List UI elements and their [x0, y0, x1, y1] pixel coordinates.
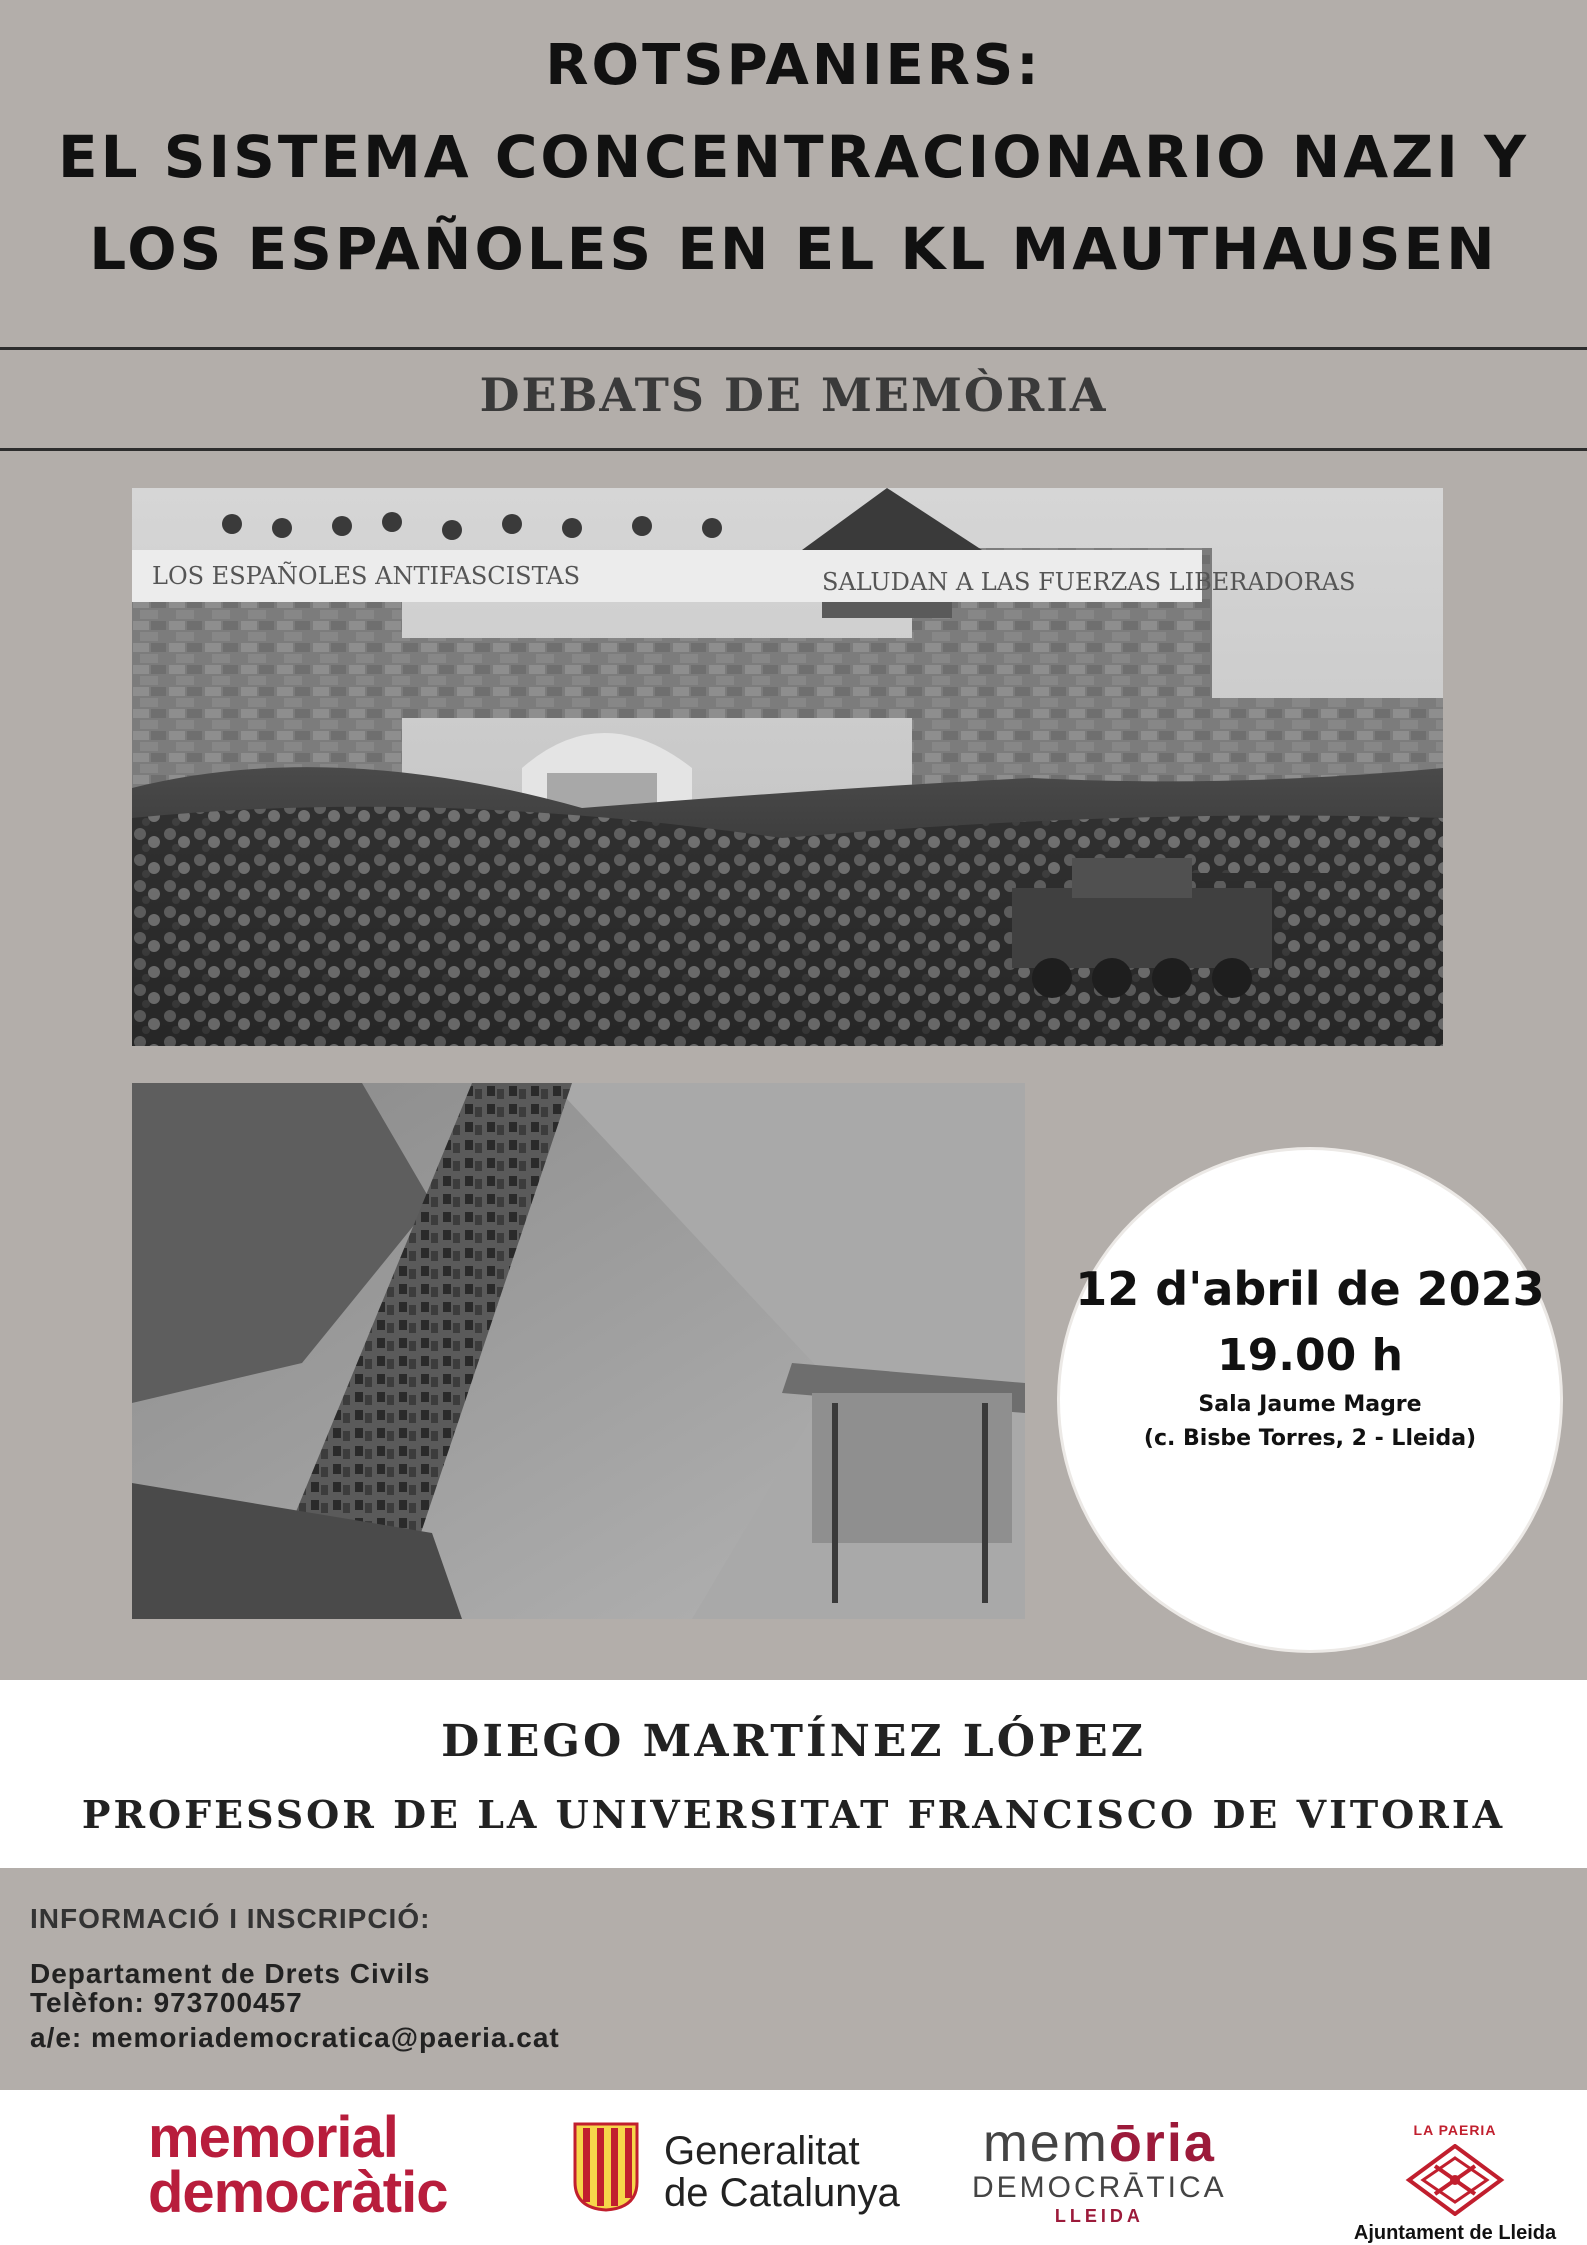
title-divider-bottom	[0, 448, 1587, 451]
title-line-1: ROTSPANIERS:	[545, 33, 1042, 98]
info-email[interactable]: a/e: memoriademocratica@paeria.cat	[30, 2022, 560, 2053]
memoria-democratica-lleida-logo	[972, 2113, 1227, 2227]
speaker-band	[0, 1680, 1587, 1868]
info-phone: Telèfon: 973700457	[30, 1987, 303, 2018]
generalitat-line1: Generalitat	[664, 2129, 860, 2173]
title-divider-top	[0, 347, 1587, 350]
md-logo-part1: mem	[982, 2113, 1109, 2173]
liberation-photo	[132, 488, 1443, 1046]
banner-right-text: SALUDAN A LAS FUERZAS LIBERADORAS	[822, 568, 1356, 596]
event-date: 12 d'abril de 2023	[1075, 1262, 1545, 1316]
memorial-democratic-logo	[148, 2105, 448, 2226]
speaker-name: DIEGO MARTÍNEZ LÓPEZ	[441, 1716, 1146, 1767]
title-line-2: EL SISTEMA CONCENTRACIONARIO NAZI Y	[57, 123, 1529, 191]
event-time: 19.00 h	[1217, 1330, 1403, 1381]
memorial-logo-line1: memorial	[148, 2105, 398, 2170]
event-title	[0, 28, 1587, 283]
md-logo-line3: LLEIDA	[1054, 2206, 1144, 2226]
title-line-3: LOS ESPAÑOLES EN EL KL MAUTHAUSEN	[89, 215, 1498, 283]
info-department: Departament de Drets Civils	[30, 1958, 431, 1989]
generalitat-line2: de Catalunya	[664, 2171, 900, 2215]
speaker-role: PROFESSOR DE LA UNIVERSITAT FRANCISCO DE VITORIA	[81, 1792, 1506, 1837]
event-venue: Sala Jaume Magre	[1198, 1392, 1422, 1417]
event-series-subtitle: DEBATS DE MEMÒRIA	[479, 368, 1108, 422]
paeria-shield-icon	[1405, 2144, 1505, 2216]
generalitat-logo-text	[664, 2130, 900, 2214]
banner-left-text: LOS ESPAÑOLES ANTIFASCISTAS	[152, 562, 581, 590]
md-logo-part2: ōria	[1108, 2113, 1216, 2173]
md-logo-line2: DEMOCRĀTICA	[972, 2171, 1227, 2204]
memorial-logo-line2: democràtic	[148, 2160, 448, 2226]
event-address: (c. Bisbe Torres, 2 - Lleida)	[1143, 1426, 1477, 1451]
quarry-stairs-photo	[132, 1083, 1025, 1619]
generalitat-shield-icon	[573, 2122, 639, 2212]
ajuntament-lleida-label: Ajuntament de Lleida	[1353, 2222, 1557, 2244]
info-heading: INFORMACIÓ I INSCRIPCIÓ:	[30, 1903, 431, 1934]
paeria-label: LA PAERIA	[1413, 2122, 1497, 2138]
